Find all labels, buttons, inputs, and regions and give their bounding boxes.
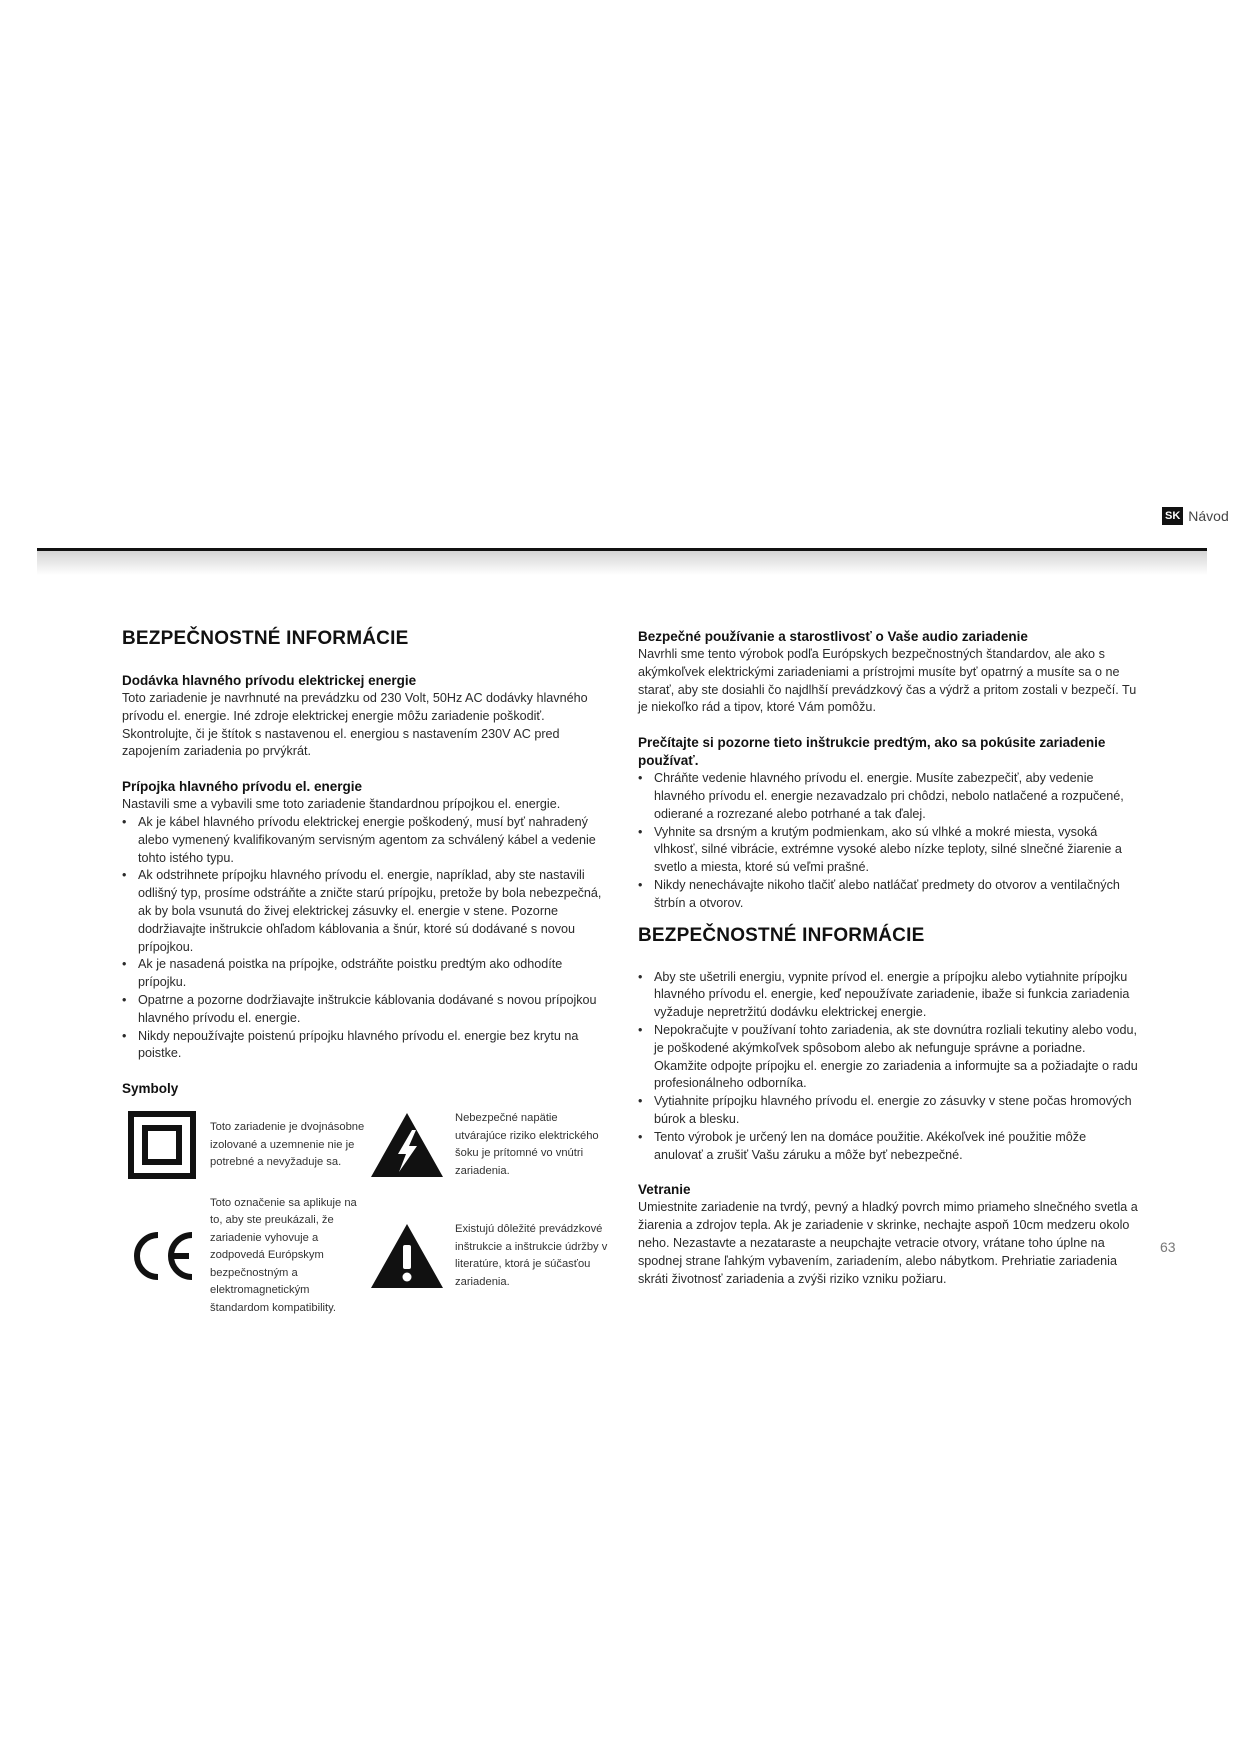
- list-item: • Opatrne a pozorne dodržiavajte inštrukcie káblovania dodávané s novou prípojkou hlavného prívodu el. energie.: [122, 992, 612, 1028]
- list-item: • Vyhnite sa drsným a krutým podmienkam, ako sú vlhké a mokré miesta, vysoká vlhkosť, silné vibrácie, extrémne vysoké alebo nízke teploty, silné slnečné žiarenie a svetlo a miesta, ktoré sú veľmi prašné.: [638, 824, 1138, 877]
- symbol-text: Existujú dôležité prevádzkové inštrukcie a inštrukcie údržby v literatúre, ktorá je súčasťou zariadenia.: [455, 1222, 608, 1288]
- mains-plug-list: [122, 814, 612, 1063]
- list-item: • Ak odstrihnete prípojku hlavného prívodu el. energie, napríklad, aby ste nastavili odlišný typ, prosíme odstráňte a zničte starú prípojku, pretože by bola nebezpečná, ak by bola vsunutá do živej elektrickej zásuvky el. energie v stene. Pozorne dodržiavajte inštrukcie ohľadom káblovania a šnúr, ktoré sú dodávané s novou prípojkou.: [122, 867, 612, 956]
- safe-use-text: Navrhli sme tento výrobok podľa Európskych bezpečnostných štandardov, ale ako s akýmkoľvek elektrickými zariadeniami a prístrojmi musíte byť opatrný a musíte sa o ne starať, aby ste dosiahli čo najdlhší prevádzkový čas a výdrž a pritom zostali v bezpečí. Tu je niekoľko rád a tipov, ktoré Vám pomôžu.: [638, 647, 1137, 715]
- lightning-warning-icon: [368, 1110, 446, 1180]
- list-item: • Aby ste ušetrili energiu, vypnite prívod el. energie a prípojku alebo vytiahnite prípojku hlavného prívodu el. energie, keď nepoužívate zariadenie, ibaže si funkcia zariadenia vyžaduje nepretržitú dodávku elektrickej energie.: [638, 969, 1138, 1022]
- header-tab: [1162, 507, 1229, 525]
- symbol-double-insulation: [122, 1110, 367, 1180]
- list-item: • Ak je nasadená poistka na prípojke, odstráňte poistku predtým ako odhodíte prípojku.: [122, 956, 612, 992]
- symbol-exclamation-warning: [367, 1195, 612, 1318]
- symbol-ce-mark: [122, 1195, 367, 1318]
- mains-plug-intro: Nastavili sme a vybavili sme toto zariadenie štandardnou prípojkou el. energie.: [122, 797, 561, 812]
- energy-list: [638, 969, 1138, 1165]
- double-insulation-icon: [128, 1111, 196, 1179]
- list-item: • Vytiahnite prípojku hlavného prívodu el. energie zo zásuvky v stene počas hromových búrok a blesku.: [638, 1093, 1138, 1129]
- list-item: • Nepokračujte v používaní tohto zariadenia, ak ste dovnútra rozliali tekutiny alebo vodu, je poškodené akýmkoľvek spôsobom alebo ak nefunguje správne a poriadne. Okamžite odpojte prípojku el. energie zo zariadenia a informujte sa a požiadajte o radu profesionálneho odborníka.: [638, 1022, 1138, 1093]
- power-supply-heading: Dodávka hlavného prívodu elektrickej energie: [122, 673, 417, 688]
- list-item: • Ak je kábel hlavného prívodu elektrickej energie poškodený, musí byť nahradený alebo vymenený kvalifikovaným servisným agentom za schválený kábel a vedenie tohto istého typu.: [122, 814, 612, 867]
- section-title: BEZPEČNOSTNÉ INFORMÁCIE: [122, 628, 409, 649]
- exclamation-warning-icon: [368, 1221, 446, 1291]
- ventilation-text: Umiestnite zariadenie na tvrdý, pevný a hladký povrch mimo priameho slnečného svetla a žiarenia a zdrojov tepla. Ak je zariadenie v skrinke, nechajte aspoň 10cm medzeru okolo neho. Nezastavte a nezataraste a neupchajte vetracie otvory, vrátane toho úplne na spodnej strane ľahkým vybavením, zariadením, alebo nábytkom. Prehriatie zariadenia skráti životnosť zariadenia a zvýši riziko vzniku požiaru.: [638, 1200, 1138, 1286]
- list-item: • Chráňte vedenie hlavného prívodu el. energie. Musíte zabezpečiť, aby vedenie hlavného prívodu el. energie nezavadzalo pri chôdzi, nebolo natlačené a rozpučené, odierané a rozrezané alebo potrhané a tak ďalej.: [638, 770, 1138, 823]
- list-item: • Nikdy nenechávajte nikoho tlačiť alebo natláčať predmety do otvorov a ventilačných štrbín a otvorov.: [638, 877, 1138, 913]
- language-badge: SK: [1162, 507, 1183, 525]
- ventilation-heading: Vetranie: [638, 1182, 691, 1198]
- symbols-grid: [122, 1110, 612, 1318]
- symbol-text: Nebezpečné napätie utvárajúce riziko elektrického šoku je prítomné vo vnútri zariadenia.: [455, 1112, 599, 1177]
- power-supply-text: Toto zariadenie je navrhnuté na prevádzku od 230 Volt, 50Hz AC dodávky hlavného prívodu el. energie. Iné zdroje elektrickej energie môžu zariadenie poškodiť. Skontrolujte, či je štítok s nastavenou el. energiou s nastavením 230V AC pred zapojením zariadenia po prvýkrát.: [122, 691, 588, 759]
- safe-use-heading: Bezpečné používanie a starostlivosť o Vaše audio zariadenie: [638, 629, 1028, 644]
- header-shadow: [37, 551, 1207, 575]
- left-column: [122, 628, 612, 1318]
- list-item: • Tento výrobok je určený len na domáce použitie. Akékoľvek iné použitie môže anulovať a zrušiť Vašu záruku a môže byť nebezpečné.: [638, 1129, 1138, 1165]
- symbol-text: Toto zariadenie je dvojnásobne izolované a uzemnenie nie je potrebné a nevyžaduje sa.: [210, 1120, 365, 1169]
- symbol-text: Toto označenie sa aplikuje na to, aby ste preukázali, že zariadenie vyhovuje a zodpovedá Európskym bezpečnostným a elektromagnetickým štandardom kompatibility.: [210, 1196, 357, 1315]
- right-column: [638, 628, 1138, 1288]
- symbol-lightning-warning: [367, 1110, 612, 1180]
- header-tab-text: Návod: [1188, 508, 1229, 524]
- ce-mark-icon: [127, 1229, 197, 1283]
- mains-plug-heading: Prípojka hlavného prívodu el. energie: [122, 779, 363, 795]
- section-title-2: BEZPEČNOSTNÉ INFORMÁCIE: [638, 924, 925, 946]
- read-carefully-heading: Prečítajte si pozorne tieto inštrukcie predtým, ako sa pokúsite zariadenie používať.: [638, 735, 1106, 769]
- page-number: 63: [1160, 1239, 1176, 1255]
- symbols-heading: Symboly: [122, 1081, 179, 1097]
- list-item: • Nikdy nepoužívajte poistenú prípojku hlavného prívodu el. energie bez krytu na poistke.: [122, 1028, 612, 1064]
- read-carefully-list: [638, 770, 1138, 912]
